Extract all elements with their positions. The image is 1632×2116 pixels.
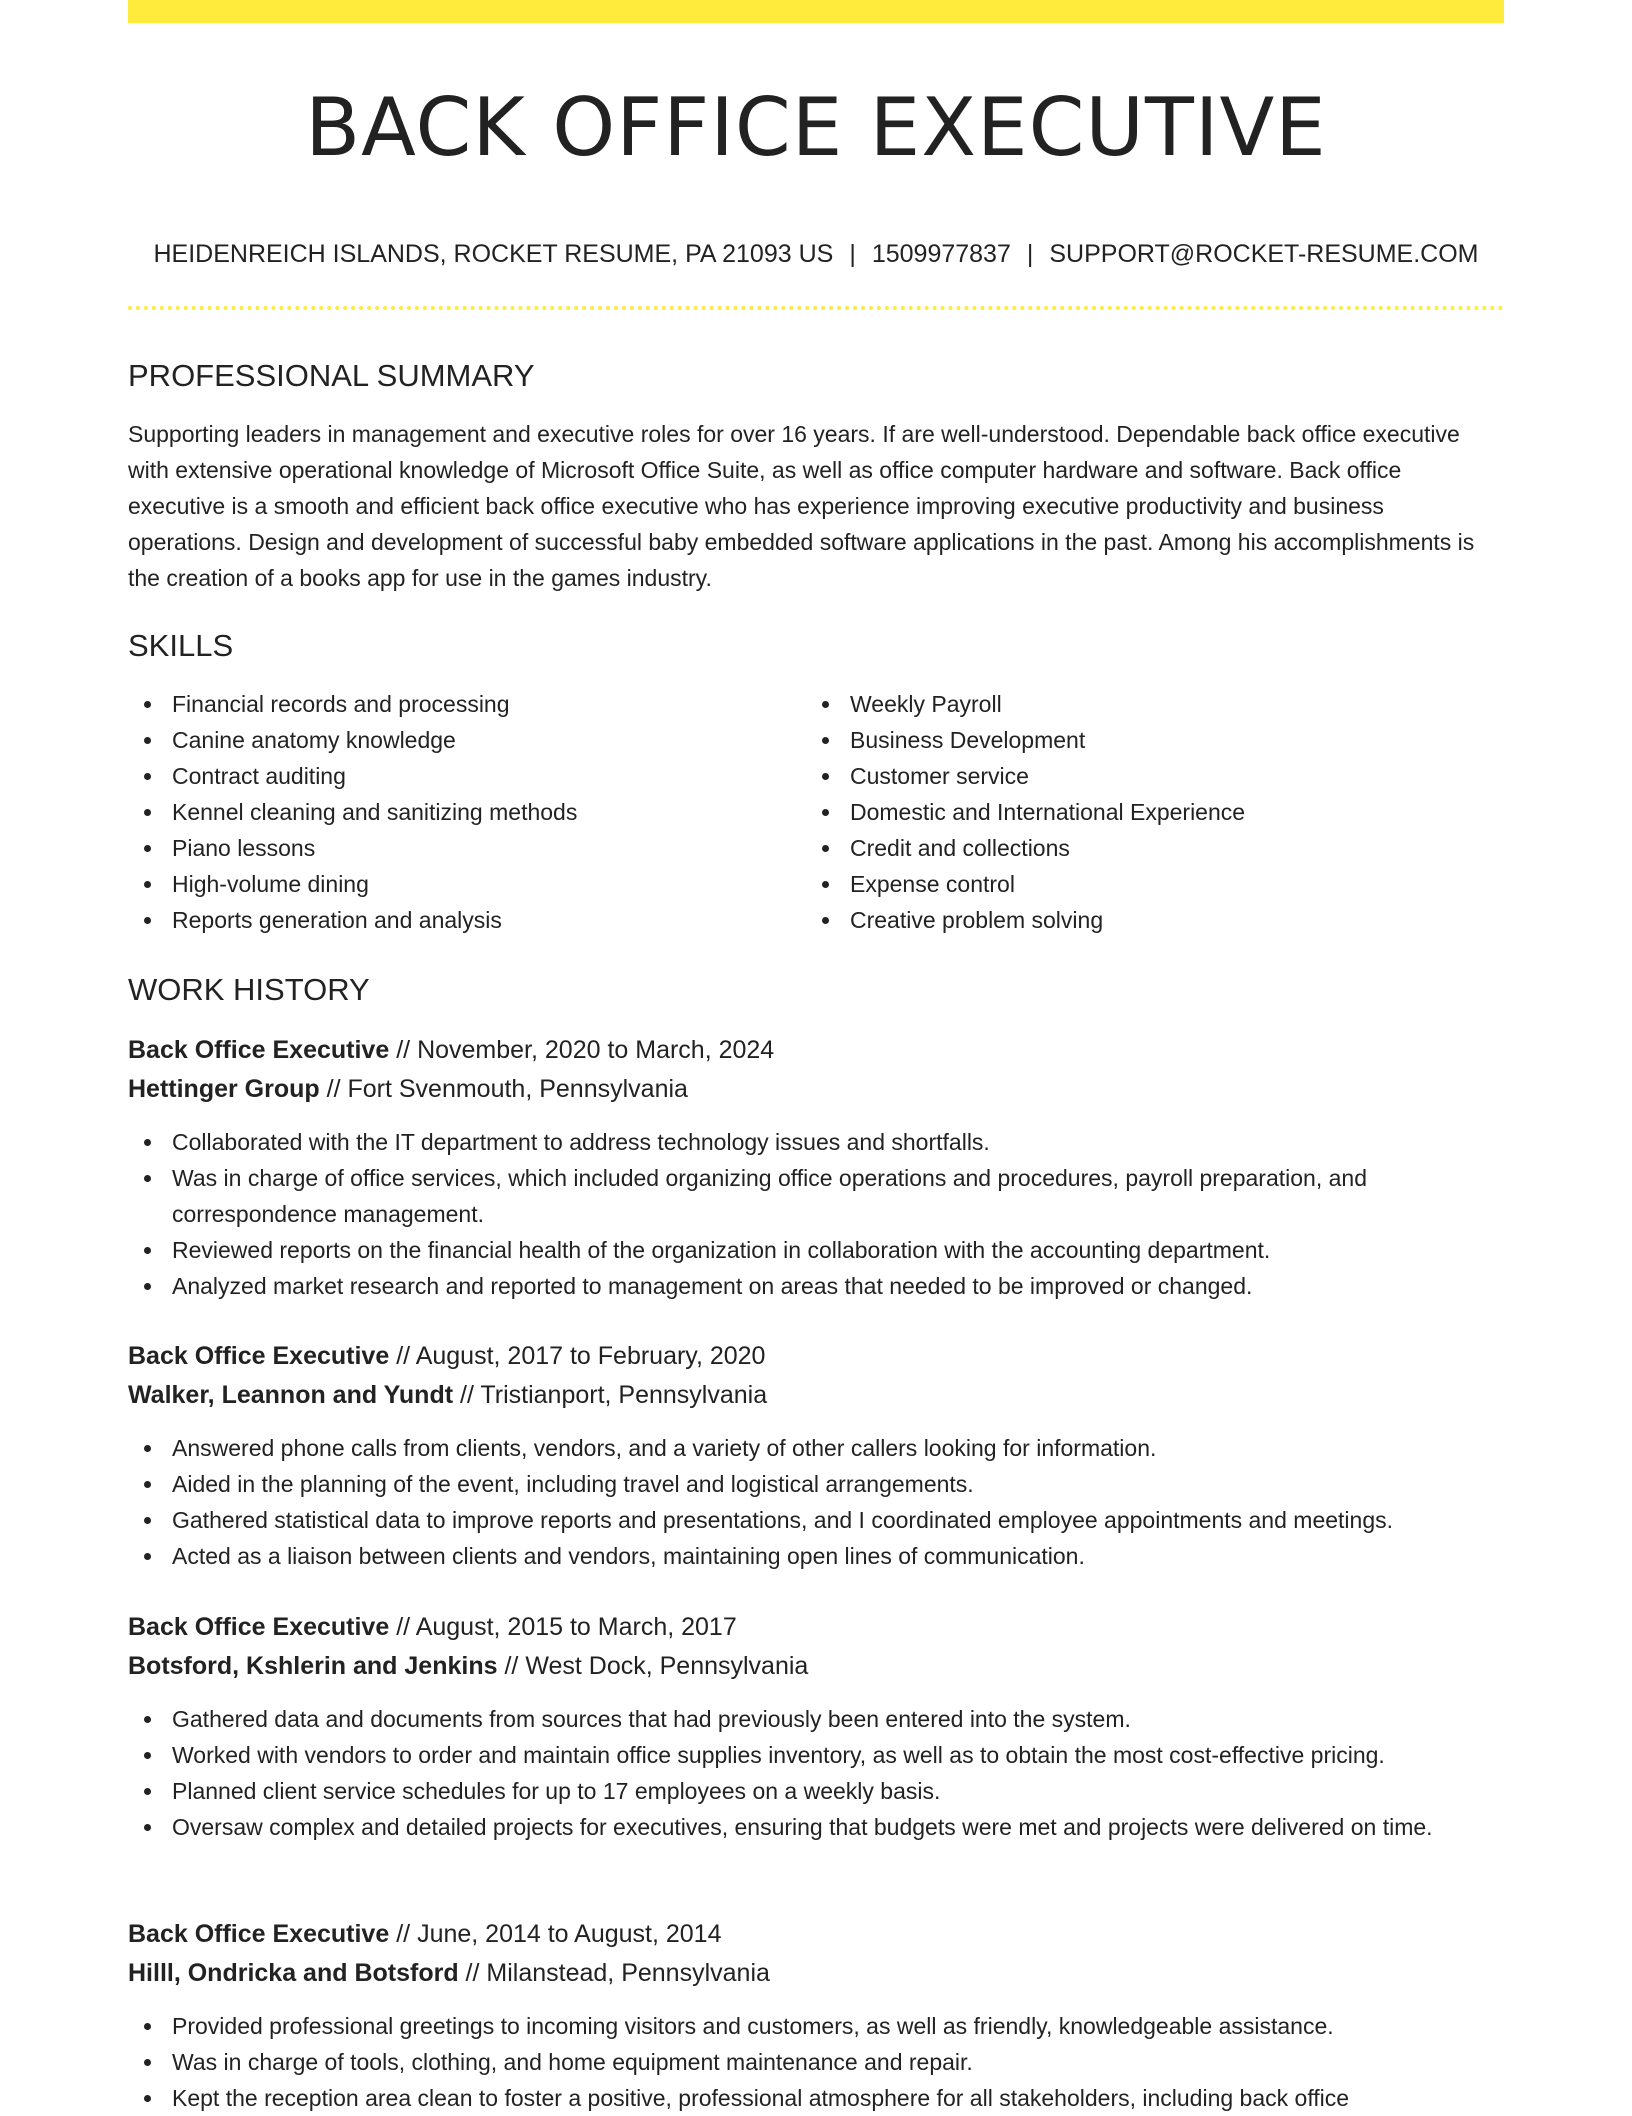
accent-bar — [128, 0, 1504, 23]
job-bullet: Was in charge of office services, which included organizing office operations and procedures, payroll preparation, and correspondence management. — [128, 1160, 1504, 1232]
job-location: Milanstead, Pennsylvania — [486, 1959, 770, 1987]
job-company: Botsford, Kshlerin and Jenkins — [128, 1652, 498, 1680]
job-company: Walker, Leannon and Yundt — [128, 1381, 454, 1409]
job-bullet: Was in charge of tools, clothing, and home equipment maintenance and repair. — [128, 2044, 1504, 2080]
work-history-heading: WORK HISTORY — [128, 972, 370, 1007]
job-bullet: Gathered statistical data to improve reports and presentations, and I coordinated employee appointments and meetings. — [128, 1502, 1504, 1538]
job-dates: August, 2015 to March, 2017 — [415, 1613, 737, 1641]
job-dates: August, 2017 to February, 2020 — [415, 1342, 766, 1370]
skill-item: Business Development — [806, 722, 1484, 758]
contact-phone: 1509977837 — [871, 240, 1011, 268]
job-title-line — [128, 1915, 1504, 1954]
job-bullet: Kept the reception area clean to foster a positive, professional atmosphere for all stakeholders, including back office — [128, 2080, 1504, 2116]
summary-text: Supporting leaders in management and executive roles for over 16 years. If are well-understood. Dependable back office executive with extensive operational knowledge of Microsoft Office Suite, as well as office computer hardware and software. Back office executive is a smooth and efficient back office executive who has experience improving executive productivity and business operations. Design and development of successful baby embedded software applications in the past. Among his accomplishments is the creation of a books app for use in the games industry. — [128, 421, 1475, 591]
summary-heading: PROFESSIONAL SUMMARY — [128, 358, 535, 393]
job-bullet: Aided in the planning of the event, including travel and logistical arrangements. — [128, 1466, 1504, 1502]
candidate-title: BACK OFFICE EXECUTIVE — [305, 81, 1327, 174]
job-separator: // — [460, 1381, 474, 1409]
job-separator: // — [396, 1036, 411, 1064]
job-entry — [128, 1608, 1504, 1845]
skills-columns — [128, 686, 1504, 938]
job-bullets — [128, 1124, 1504, 1304]
job-company-line — [128, 1647, 1504, 1686]
job-title-line — [128, 1608, 1504, 1647]
skill-item: Contract auditing — [128, 758, 806, 794]
job-bullet: Provided professional greetings to incoming visitors and customers, as well as friendly, knowledgeable assistance. — [128, 2008, 1504, 2044]
job-company-line — [128, 1954, 1504, 1993]
skill-item: High-volume dining — [128, 866, 806, 902]
job-bullet: Answered phone calls from clients, vendors, and a variety of other callers looking for information. — [128, 1430, 1504, 1466]
skills-list-right — [806, 686, 1484, 938]
skill-item: Canine anatomy knowledge — [128, 722, 806, 758]
job-bullet: Gathered data and documents from sources that had previously been entered into the system. — [128, 1701, 1504, 1737]
job-bullet: Reviewed reports on the financial health of the organization in collaboration with the accounting department. — [128, 1232, 1504, 1268]
job-separator: // — [396, 1920, 411, 1948]
header-divider — [128, 306, 1504, 310]
job-bullet: Analyzed market research and reported to management on areas that needed to be improved or changed. — [128, 1268, 1504, 1304]
job-bullet: Worked with vendors to order and maintain office supplies inventory, as well as to obtain the most cost-effective pricing. — [128, 1737, 1504, 1773]
job-entry — [128, 1337, 1504, 1574]
skill-item: Customer service — [806, 758, 1484, 794]
job-bullet: Oversaw complex and detailed projects for executives, ensuring that budgets were met and projects were delivered on time. — [128, 1809, 1504, 1845]
skill-item: Weekly Payroll — [806, 686, 1484, 722]
job-entry — [128, 1915, 1504, 2116]
contact-email: SUPPORT@ROCKET-RESUME.COM — [1049, 240, 1479, 268]
job-title: Back Office Executive — [128, 1920, 390, 1948]
job-entry — [128, 1031, 1504, 1304]
skill-item: Reports generation and analysis — [128, 902, 806, 938]
contact-address: HEIDENREICH ISLANDS, ROCKET RESUME, PA 21093 US — [153, 240, 834, 268]
job-bullets — [128, 1701, 1504, 1845]
contact-line — [128, 236, 1504, 272]
job-bullet: Acted as a liaison between clients and vendors, maintaining open lines of communication. — [128, 1538, 1504, 1574]
job-company: Hilll, Ondricka and Botsford — [128, 1959, 459, 1987]
job-location: Tristianport, Pennsylvania — [480, 1381, 768, 1409]
job-company-line — [128, 1376, 1504, 1415]
job-bullet: Planned client service schedules for up to 17 employees on a weekly basis. — [128, 1773, 1504, 1809]
job-company: Hettinger Group — [128, 1075, 320, 1103]
skill-item: Expense control — [806, 866, 1484, 902]
job-title-line — [128, 1337, 1504, 1376]
job-separator: // — [396, 1342, 411, 1370]
skills-list-left — [128, 686, 806, 938]
job-bullet: Collaborated with the IT department to address technology issues and shortfalls. — [128, 1124, 1504, 1160]
job-separator: // — [326, 1075, 341, 1103]
skill-item: Piano lessons — [128, 830, 806, 866]
skill-item: Financial records and processing — [128, 686, 806, 722]
skill-item: Kennel cleaning and sanitizing methods — [128, 794, 806, 830]
skill-item: Domestic and International Experience — [806, 794, 1484, 830]
job-location: West Dock, Pennsylvania — [525, 1652, 809, 1680]
contact-separator: | — [849, 240, 856, 268]
job-location: Fort Svenmouth, Pennsylvania — [347, 1075, 688, 1103]
job-separator: // — [465, 1959, 480, 1987]
job-title: Back Office Executive — [128, 1036, 390, 1064]
skill-item: Creative problem solving — [806, 902, 1484, 938]
job-title: Back Office Executive — [128, 1342, 390, 1370]
job-bullets — [128, 2008, 1504, 2116]
job-title-line — [128, 1031, 1504, 1070]
job-separator: // — [396, 1613, 411, 1641]
job-title: Back Office Executive — [128, 1613, 390, 1641]
job-separator: // — [504, 1652, 519, 1680]
skill-item: Credit and collections — [806, 830, 1484, 866]
job-dates: June, 2014 to August, 2014 — [417, 1920, 722, 1948]
job-bullets — [128, 1430, 1504, 1574]
contact-separator: | — [1026, 240, 1034, 268]
job-dates: November, 2020 to March, 2024 — [417, 1036, 775, 1064]
job-company-line — [128, 1070, 1504, 1109]
skills-heading: SKILLS — [128, 628, 234, 663]
